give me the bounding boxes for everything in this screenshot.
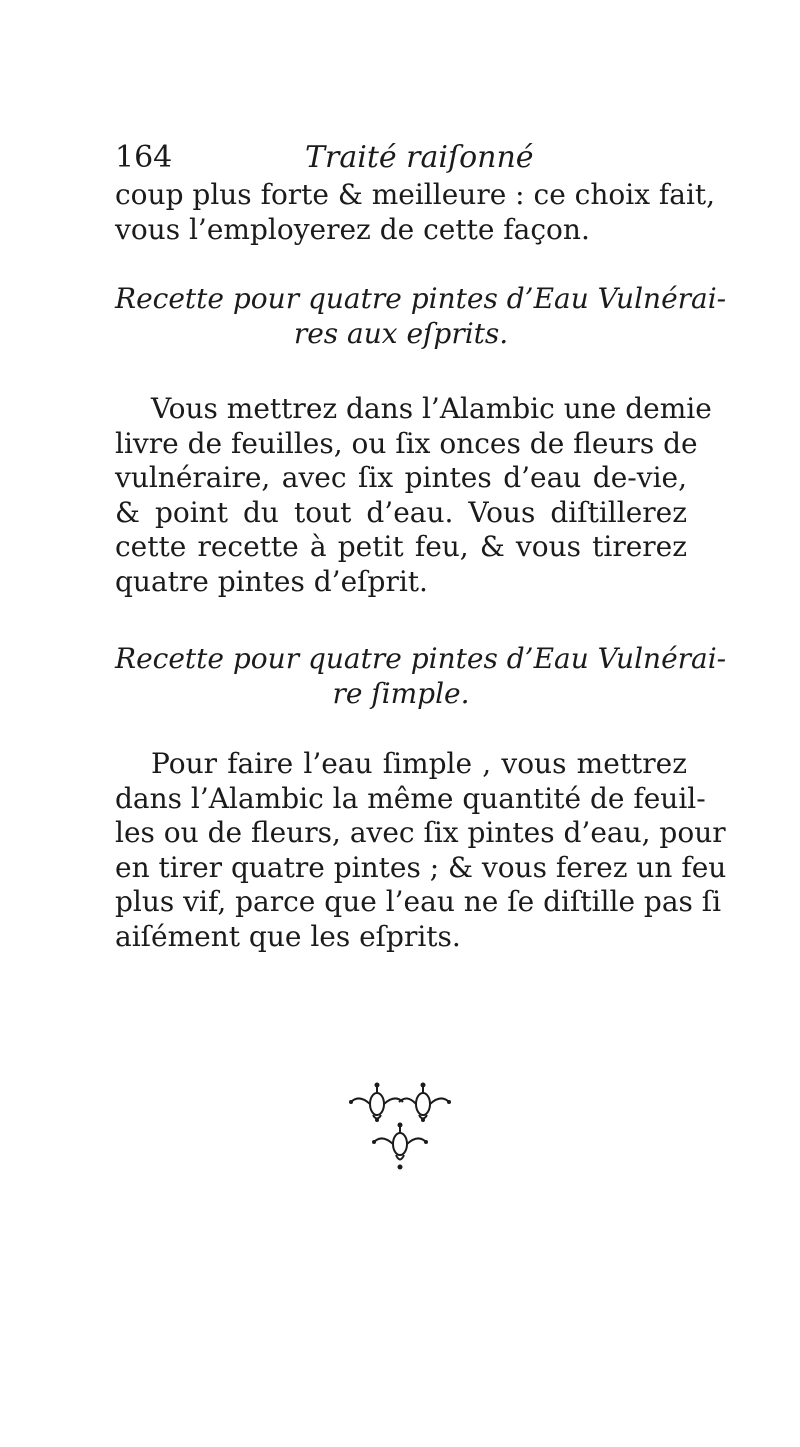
recipe-paragraph-1 <box>115 392 712 599</box>
recipe-heading-1 <box>115 282 727 351</box>
text-line: & point du tout d’eau. Vous diſtillerez <box>115 495 687 529</box>
text-line: les ou de fleurs, avec ſix pintes d’eau, pour <box>115 816 726 849</box>
text-line: vous l’employerez de cette façon. <box>115 212 590 246</box>
text-line: plus vif, parce que l’eau ne ſe diſtille pas ſi <box>115 885 722 918</box>
floral-ornament-icon <box>345 1082 455 1172</box>
text-line: dans l’Alambic la même quantité de feuil- <box>115 781 706 815</box>
recipe-paragraph-2 <box>115 747 727 954</box>
recipe-heading-2 <box>115 642 727 711</box>
heading-line: res aux eſprits. <box>293 316 509 350</box>
text-line: Pour faire l’eau ſimple , vous mettrez <box>151 747 687 780</box>
heading-line: Recette pour quatre pintes d’Eau Vulnérai- <box>115 642 727 675</box>
heading-line: re ſimple. <box>332 676 470 710</box>
text-line: cette recette à petit feu, & vous tirerez <box>115 530 687 563</box>
text-line: coup plus forte & meilleure : ce choix fait, <box>115 178 716 211</box>
page-header <box>115 138 695 178</box>
text-line: quatre pintes d’eſprit. <box>115 564 428 598</box>
text-line: vulnéraire, avec ſix pintes d’eau de-vie, <box>115 461 687 494</box>
text-line: livre de feuilles, ou ſix onces de fleurs de <box>115 426 698 460</box>
text-line: en tirer quatre pintes ; & vous ferez un feu <box>115 850 727 884</box>
heading-line: Recette pour quatre pintes d’Eau Vulnérai- <box>115 282 727 315</box>
page-number: 164 <box>115 140 173 175</box>
text-line: Vous mettrez dans l’Alambic une demie <box>151 392 712 425</box>
text-line: aiſément que les eſprits. <box>115 919 461 953</box>
continuation-paragraph <box>115 178 716 247</box>
running-title: Traité raiſonné <box>305 140 534 175</box>
